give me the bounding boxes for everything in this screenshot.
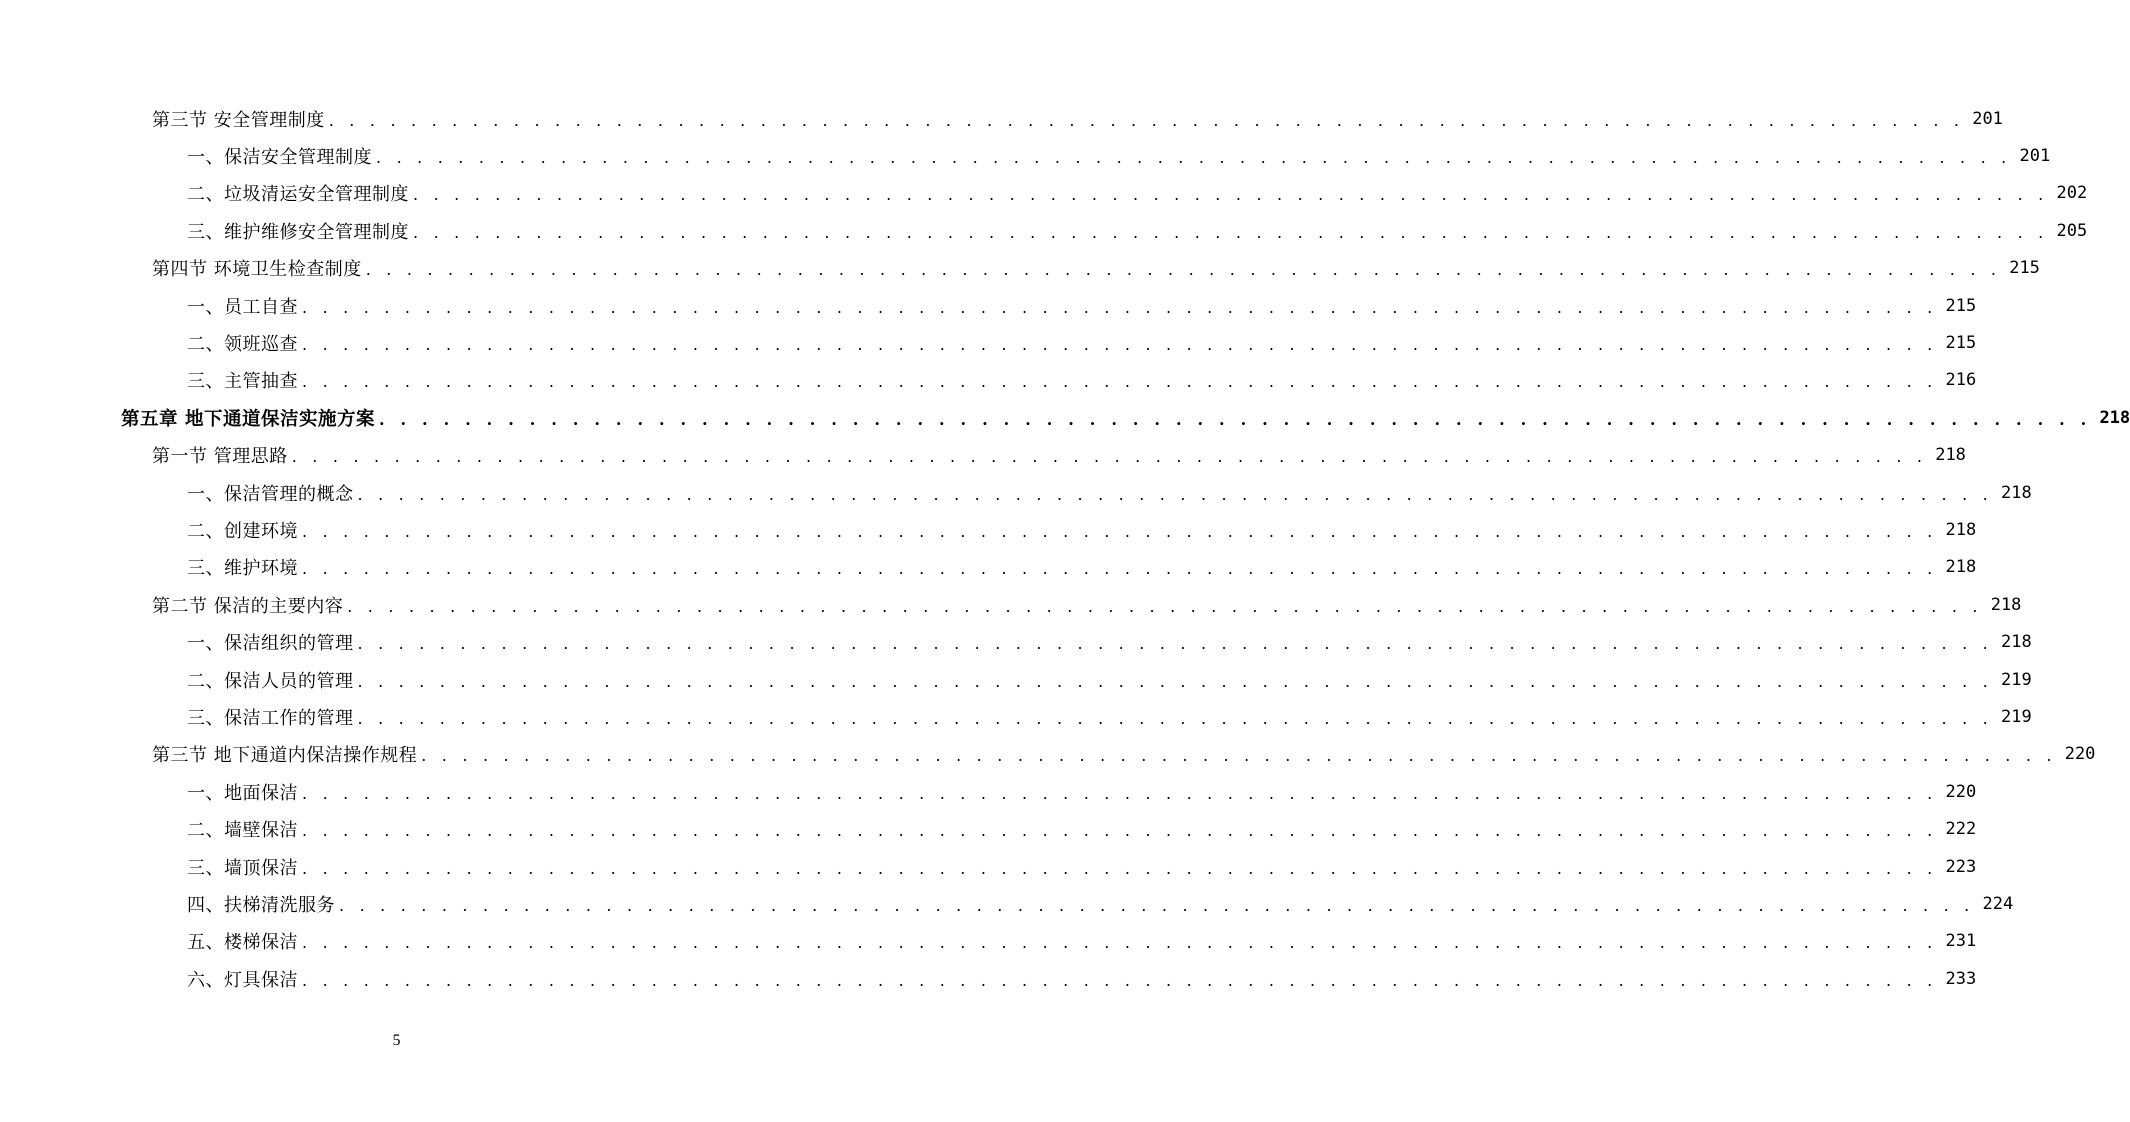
toc-entry-chapter[interactable] xyxy=(0,399,2130,436)
dot-leader: . . . . . . . . . . . . . . . . . . . . . . . . . . . . . . . . . . . . . . . . . . . . . . . . . . . . . . . . . . . . . . . . . . . . . . . . . . . . . . . . xyxy=(302,372,1938,392)
toc-entry-title: 一、保洁组织的管理 xyxy=(187,633,354,655)
dot-leader: . . . . . . . . . . . . . . . . . . . . . . . . . . . . . . . . . . . . . . . . . . . . . . . . . . . . . . . . . . . . . . . . . . . . . . . . . . . . . . . . xyxy=(302,970,1938,990)
dot-leader: . . . . . . . . . . . . . . . . . . . . . . . . . . . . . . . . . . . . . . . . . . . . . . . . . . . . . . . . . . . . . . . . . . . . . . . . . . . . . . . . xyxy=(302,559,1938,579)
dot-leader: . . . . . . . . . . . . . . . . . . . . . . . . . . . . . . . . . . . . . . . . . . . . . . . . . . . . . . . . . . . . . . . . . . . . . . . . . . . . . . . . xyxy=(357,484,1993,504)
dot-leader: . . . . . . . . . . . . . . . . . . . . . . . . . . . . . . . . . . . . . . . . . . . . . . . . . . . . . . . . . . . . . . . . . . . . . . . . . . . . . . . . xyxy=(421,746,2057,766)
toc-entry-page-number: 215 xyxy=(1945,295,1977,316)
toc-entry-page-number: 218 xyxy=(2099,407,2130,428)
dot-leader: . . . . . . . . . . . . . . . . . . . . . . . . . . . . . . . . . . . . . . . . . . . . . . . . . . . . . . . . . . . . . . . . . . . . . . . . . . . . . . . . xyxy=(357,671,1993,691)
toc-entry-page-number: 218 xyxy=(2000,632,2032,653)
toc-entry-title: 四、扶梯清洗服务 xyxy=(187,894,335,916)
toc-entry-title: 三、墙顶保洁 xyxy=(187,857,298,879)
toc-entry-page-number: 218 xyxy=(1935,445,1966,466)
toc-entry-page-number: 220 xyxy=(1945,781,1977,802)
toc-entry-title: 一、保洁安全管理制度 xyxy=(187,147,372,169)
toc-entry-title: 三、主管抽查 xyxy=(187,371,298,393)
toc-entry-page-number: 218 xyxy=(1945,557,1977,578)
toc-entry-section[interactable] xyxy=(0,586,2022,623)
toc-entry-item[interactable] xyxy=(0,885,2014,922)
toc-entry-item[interactable] xyxy=(0,324,1977,361)
toc-entry-item[interactable] xyxy=(0,212,2088,249)
toc-entry-item[interactable] xyxy=(0,175,2088,212)
toc-entry-title: 二、保洁人员的管理 xyxy=(187,670,354,692)
dot-leader: . . . . . . . . . . . . . . . . . . . . . . . . . . . . . . . . . . . . . . . . . . . . . . . . . . . . . . . . . . . . . . . . . . . . . . . . . . . . . . . . xyxy=(376,148,2012,168)
toc-entry-title: 五、楼梯保洁 xyxy=(187,932,298,954)
dot-leader: . . . . . . . . . . . . . . . . . . . . . . . . . . . . . . . . . . . . . . . . . . . . . . . . . . . . . . . . . . . . . . . . . . . . . . . . . . . . . . . . xyxy=(302,858,1938,878)
page-number: 5 xyxy=(392,1032,401,1049)
toc-entry-title: 三、保洁工作的管理 xyxy=(187,707,354,729)
toc-entry-item[interactable] xyxy=(0,287,1977,324)
toc-entry-title: 三、维护维修安全管理制度 xyxy=(187,221,409,243)
dot-leader: . . . . . . . . . . . . . . . . . . . . . . . . . . . . . . . . . . . . . . . . . . . . . . . . . . . . . . . . . . . . . . . . . . . . . . . . . . . . . . . . xyxy=(339,895,1975,915)
toc-entry-section[interactable] xyxy=(0,100,2003,137)
toc-entry-item[interactable] xyxy=(0,923,1977,960)
toc-entry-page-number: 224 xyxy=(1982,893,2014,914)
dot-leader: . . . . . . . . . . . . . . . . . . . . . . . . . . . . . . . . . . . . . . . . . . . . . . . . . . . . . . . . . . . . . . . . . . . . . . . . . . . . . . . . xyxy=(365,260,2002,280)
toc-entry-item[interactable] xyxy=(0,773,1977,810)
toc-entry-title: 第三节 地下通道内保洁操作规程 xyxy=(152,745,418,767)
toc-entry-section[interactable] xyxy=(0,736,2096,773)
toc-entry-item[interactable] xyxy=(0,810,1977,847)
toc-entry-title: 二、领班巡查 xyxy=(187,334,298,356)
toc-entry-title: 一、地面保洁 xyxy=(187,782,298,804)
dot-leader: . . . . . . . . . . . . . . . . . . . . . . . . . . . . . . . . . . . . . . . . . . . . . . . . . . . . . . . . . . . . . . . . . . . . . . . . . . . . . . . . xyxy=(328,110,1965,130)
toc-entry-section[interactable] xyxy=(0,437,1966,474)
dot-leader: . . . . . . . . . . . . . . . . . . . . . . . . . . . . . . . . . . . . . . . . . . . . . . . . . . . . . . . . . . . . . . . . . . . . . . . . . . . . . . . . xyxy=(413,185,2049,205)
toc-entry-item[interactable] xyxy=(0,661,2032,698)
toc-entry-page-number: 219 xyxy=(2000,706,2032,727)
toc-entry-page-number: 216 xyxy=(1945,370,1977,391)
toc-entry-item[interactable] xyxy=(0,848,1977,885)
table-of-contents xyxy=(0,100,2130,997)
dot-leader: . . . . . . . . . . . . . . . . . . . . . . . . . . . . . . . . . . . . . . . . . . . . . . . . . . . . . . . . . . . . . . . . . . . . . . . . . . . . . . . . xyxy=(302,335,1938,355)
toc-entry-item[interactable] xyxy=(0,623,2032,660)
toc-entry-page-number: 218 xyxy=(2000,482,2032,503)
toc-entry-page-number: 202 xyxy=(2056,183,2088,204)
toc-entry-title: 第一节 管理思路 xyxy=(152,446,288,468)
toc-entry-title: 三、维护环境 xyxy=(187,558,298,580)
toc-entry-title: 六、灯具保洁 xyxy=(187,969,298,991)
dot-leader: . . . . . . . . . . . . . . . . . . . . . . . . . . . . . . . . . . . . . . . . . . . . . . . . . . . . . . . . . . . . . . . . . . . . . . . . . . . . . . . . xyxy=(302,783,1938,803)
toc-entry-item[interactable] xyxy=(0,511,1977,548)
toc-entry-page-number: 201 xyxy=(1972,108,2003,129)
toc-entry-title: 二、垃圾清运安全管理制度 xyxy=(187,184,409,206)
toc-entry-item[interactable] xyxy=(0,137,2051,174)
dot-leader: . . . . . . . . . . . . . . . . . . . . . . . . . . . . . . . . . . . . . . . . . . . . . . . . . . . . . . . . . . . . . . . . . . . . . . . . . . . . . . . . xyxy=(302,297,1938,317)
dot-leader: . . . . . . . . . . . . . . . . . . . . . . . . . . . . . . . . . . . . . . . . . . . . . . . . . . . . . . . . . . . . . . . . . . . . . . . . . . . . . . . . xyxy=(357,634,1993,654)
toc-entry-page-number: 218 xyxy=(1990,594,2022,615)
toc-entry-item[interactable] xyxy=(0,362,1977,399)
toc-entry-page-number: 233 xyxy=(1945,968,1977,989)
toc-entry-title: 二、创建环境 xyxy=(187,520,298,542)
toc-entry-title: 第四节 环境卫生检查制度 xyxy=(152,259,362,281)
dot-leader: . . . . . . . . . . . . . . . . . . . . . . . . . . . . . . . . . . . . . . . . . . . . . . . . . . . . . . . . . . . . . . . . . . . . . . . . . . . . . . . . xyxy=(302,521,1938,541)
toc-entry-page-number: 222 xyxy=(1945,819,1977,840)
dot-leader: . . . . . . . . . . . . . . . . . . . . . . . . . . . . . . . . . . . . . . . . . . . . . . . . . . . . . . . . . . . . . . . . . . . . . . . . . . . . . . . . xyxy=(357,708,1993,728)
dot-leader: . . . . . . . . . . . . . . . . . . . . . . . . . . . . . . . . . . . . . . . . . . . . . . . . . . . . . . . . . . . . . . . . . . . . . . . . . . . . . . . . xyxy=(378,409,2092,429)
toc-entry-title: 一、保洁管理的概念 xyxy=(187,483,354,505)
toc-entry-item[interactable] xyxy=(0,474,2032,511)
toc-entry-page-number: 223 xyxy=(1945,856,1977,877)
toc-entry-page-number: 205 xyxy=(2056,220,2088,241)
toc-entry-page-number: 220 xyxy=(2064,744,2096,765)
toc-entry-section[interactable] xyxy=(0,250,2040,287)
toc-entry-title: 一、员工自查 xyxy=(187,296,298,318)
toc-entry-item[interactable] xyxy=(0,549,1977,586)
toc-entry-page-number: 231 xyxy=(1945,931,1977,952)
toc-entry-item[interactable] xyxy=(0,960,1977,997)
toc-entry-page-number: 201 xyxy=(2019,146,2051,167)
toc-entry-page-number: 215 xyxy=(2009,258,2040,279)
toc-entry-item[interactable] xyxy=(0,698,2032,735)
dot-leader: . . . . . . . . . . . . . . . . . . . . . . . . . . . . . . . . . . . . . . . . . . . . . . . . . . . . . . . . . . . . . . . . . . . . . . . . . . . . . . . . xyxy=(347,596,1983,616)
dot-leader: . . . . . . . . . . . . . . . . . . . . . . . . . . . . . . . . . . . . . . . . . . . . . . . . . . . . . . . . . . . . . . . . . . . . . . . . . . . . . . . . xyxy=(413,222,2049,242)
toc-entry-page-number: 218 xyxy=(1945,519,1977,540)
dot-leader: . . . . . . . . . . . . . . . . . . . . . . . . . . . . . . . . . . . . . . . . . . . . . . . . . . . . . . . . . . . . . . . . . . . . . . . . . . . . . . . . xyxy=(302,933,1938,953)
toc-entry-title: 第五章 地下通道保洁实施方案 xyxy=(121,408,375,430)
toc-entry-page-number: 215 xyxy=(1945,333,1977,354)
toc-entry-page-number: 219 xyxy=(2000,669,2032,690)
dot-leader: . . . . . . . . . . . . . . . . . . . . . . . . . . . . . . . . . . . . . . . . . . . . . . . . . . . . . . . . . . . . . . . . . . . . . . . . . . . . . . . . xyxy=(291,447,1928,467)
dot-leader: . . . . . . . . . . . . . . . . . . . . . . . . . . . . . . . . . . . . . . . . . . . . . . . . . . . . . . . . . . . . . . . . . . . . . . . . . . . . . . . . xyxy=(302,821,1938,841)
toc-entry-title: 二、墙壁保洁 xyxy=(187,820,298,842)
toc-entry-title: 第三节 安全管理制度 xyxy=(152,109,325,131)
toc-entry-title: 第二节 保洁的主要内容 xyxy=(152,595,344,617)
